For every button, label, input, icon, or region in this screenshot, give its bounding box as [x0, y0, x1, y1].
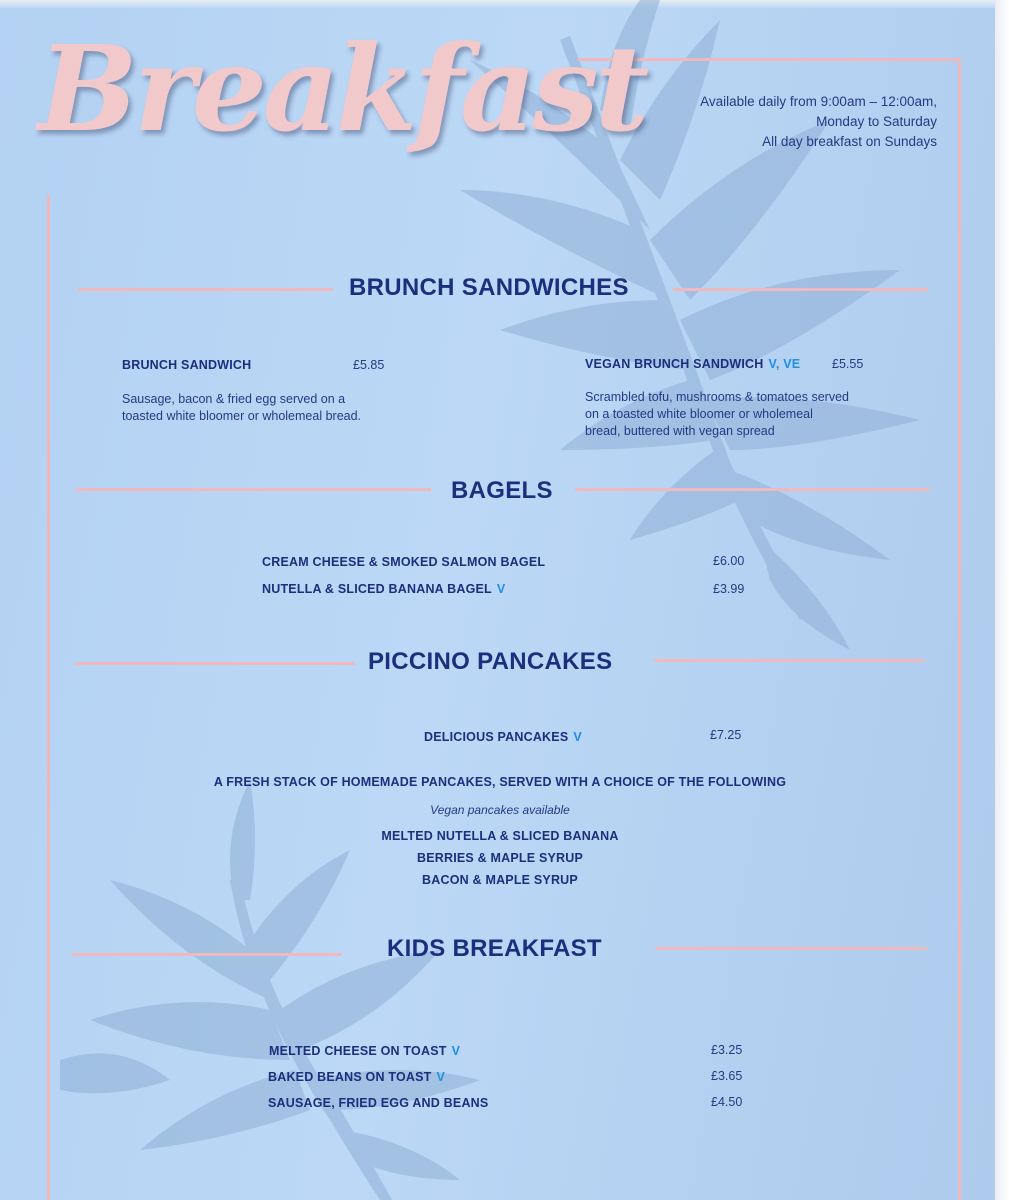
dietary-tag: V — [436, 1070, 446, 1084]
menu-item-name — [262, 555, 545, 569]
section-divider — [654, 659, 924, 662]
vegan-note: Vegan pancakes available — [430, 803, 570, 817]
frame-left-line — [47, 195, 50, 1200]
item-name-text: CREAM CHEESE & SMOKED SALMON BAGEL — [262, 555, 546, 569]
section-divider — [78, 288, 333, 291]
pancake-option: BACON & MAPLE SYRUP — [422, 873, 578, 887]
section-divider — [575, 488, 930, 491]
section-divider — [75, 662, 355, 665]
menu-item-price: £3.25 — [711, 1043, 743, 1057]
menu-item-price: £3.99 — [713, 582, 745, 596]
item-name-text: SAUSAGE, FRIED EGG AND BEANS — [268, 1096, 489, 1110]
dietary-tag: V — [451, 1044, 461, 1058]
section-divider — [76, 488, 431, 491]
description-line: toasted white bloomer or wholemeal bread. — [122, 409, 362, 423]
menu-item-name — [585, 357, 800, 371]
section-title-brunch: BRUNCH SANDWICHES — [349, 274, 629, 301]
description-line: Sausage, bacon & fried egg served on a — [122, 392, 346, 406]
menu-item-name — [424, 730, 582, 744]
frame-right-line — [958, 58, 961, 1200]
menu-item-description — [122, 391, 361, 425]
menu-item-name — [122, 358, 251, 372]
menu-item-price: £5.85 — [353, 358, 385, 372]
menu-item-name — [262, 582, 505, 596]
item-name-text: DELICIOUS PANCAKES — [424, 730, 569, 744]
menu-item-name — [268, 1070, 445, 1084]
dietary-tag: V — [573, 730, 582, 744]
pancake-option: BERRIES & MAPLE SYRUP — [416, 851, 584, 865]
item-name-text: BAKED BEANS ON TOAST — [268, 1070, 432, 1084]
section-divider — [673, 288, 928, 291]
hours-line: All day breakfast on Sundays — [762, 134, 937, 149]
menu-item-price: £3.65 — [711, 1069, 743, 1083]
item-name-text: BRUNCH SANDWICH — [122, 358, 252, 372]
description-line: bread, buttered with vegan spread — [585, 424, 775, 438]
menu-item-price: £6.00 — [713, 554, 745, 568]
section-title-pancakes: PICCINO PANCAKES — [368, 648, 613, 675]
dietary-tag: V, VE — [768, 357, 801, 371]
section-divider — [72, 953, 342, 956]
dietary-tag: V — [496, 582, 506, 596]
section-title-bagels: BAGELS — [451, 477, 553, 504]
menu-item-description — [585, 389, 849, 440]
menu-item-price: £7.25 — [710, 728, 742, 742]
page-title: Breakfast — [38, 19, 646, 158]
item-name-text: VEGAN BRUNCH SANDWICH — [585, 357, 764, 371]
hours-line: Available daily from 9:00am – 12:00am, — [700, 94, 937, 109]
menu-item-name — [268, 1096, 488, 1110]
section-divider — [655, 947, 927, 950]
menu-item-price: £5.55 — [832, 357, 864, 371]
menu-item-price: £4.50 — [711, 1095, 743, 1109]
pancakes-intro: A FRESH STACK OF HOMEMADE PANCAKES, SERVED WITH A CHOICE OF THE FOLLOWING — [213, 775, 787, 789]
item-name-text: MELTED CHEESE ON TOAST — [269, 1044, 447, 1058]
section-title-kids: KIDS BREAKFAST — [387, 935, 602, 962]
item-name-text: NUTELLA & SLICED BANANA BAGEL — [262, 582, 492, 596]
description-line: on a toasted white bloomer or wholemeal — [585, 407, 813, 421]
description-line: Scrambled tofu, mushrooms & tomatoes served — [585, 390, 850, 404]
opening-hours — [700, 92, 937, 152]
pancake-option: MELTED NUTELLA & SLICED BANANA — [381, 829, 619, 843]
menu-item-name — [269, 1044, 460, 1058]
hours-line: Monday to Saturday — [816, 114, 937, 129]
